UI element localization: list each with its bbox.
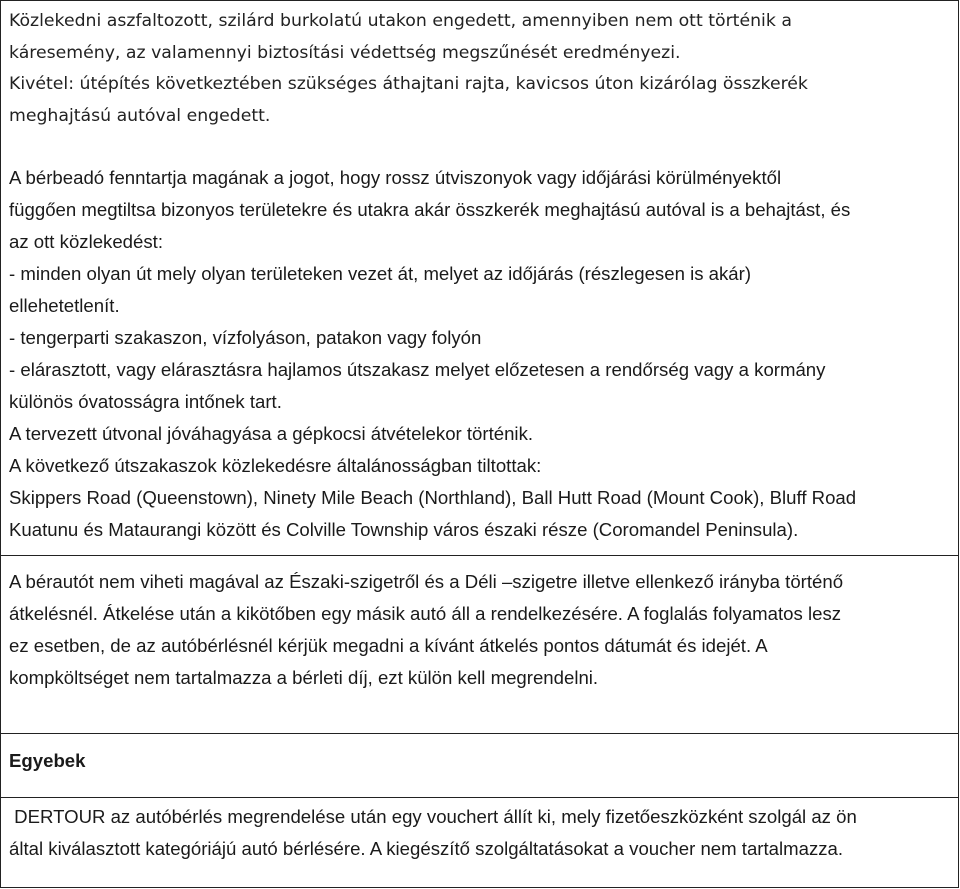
text-line: különös óvatosságra intőnek tart. [9,391,282,412]
text-line: Kivétel: útépítés következtében szükséges áthajtani rajta, kavicsos úton kizárólag összkerék [9,74,808,94]
text-line: - minden olyan út mely olyan területeken vezet át, melyet az időjárás (részlegesen is akár) [9,263,752,284]
text-line: függően megtiltsa bizonyos területekre és utakra akár összkerék meghajtású autóval is a behajtást, és [9,199,851,220]
text-line: Skippers Road (Queenstown), Ninety Mile Beach (Northland), Ball Hutt Road (Mount Cook), Bluff Road [9,487,857,508]
text-line: átkelésnél. Átkelése után a kikötőben egy másik autó áll a rendelkezésére. A foglalás folyamatos lesz [9,603,842,624]
text-line: Kuatunu és Mataurangi között és Colville Township város északi része (Coromandel Peninsula). [9,519,799,540]
paragraph-ferry-crossing [9,566,952,694]
section-heading: Egyebek [9,750,86,771]
text-line: DERTOUR az autóbérlés megrendelése után egy vouchert állít ki, mely fizetőeszközként szolgál az ön [9,806,857,827]
paragraph-restrictions [9,162,952,546]
text-line: ez esetben, de az autóbérlésnél kérjük megadni a kívánt átkelés pontos dátumát és idejét. A [9,635,768,656]
section-heading-other [9,745,952,777]
text-line: meghajtású autóval engedett. [9,105,271,126]
divider [0,797,959,798]
text-line: kompköltséget nem tartalmazza a bérleti díj, ezt külön kell megrendelni. [9,667,599,688]
paragraph-road-rules [9,6,952,132]
text-line: által kiválasztott kategóriájú autó bérlésére. A kiegészítő szolgáltatásokat a voucher nem tartalmazza. [9,838,844,859]
text-line: A tervezett útvonal jóváhagyása a gépkocsi átvételekor történik. [9,423,534,444]
text-line: ellehetetlenít. [9,295,120,316]
paragraph-voucher [9,801,952,865]
text-line: A bérautót nem viheti magával az Északi-szigetről és a Déli –szigetre illetve ellenkező irányba történő [9,571,844,592]
text-line: A bérbeadó fenntartja magának a jogot, hogy rossz útviszonyok vagy időjárási körülményektől [9,167,782,188]
text-line: - elárasztott, vagy elárasztásra hajlamos útszakasz melyet előzetesen a rendőrség vagy a kormány [9,359,826,380]
text-line: káresemény, az valamennyi biztosítási védettség megszűnését eredményezi. [9,42,681,63]
text-line: az ott közlekedést: [9,231,163,252]
text-line: A következő útszakaszok közlekedésre általánosságban tiltottak: [9,455,542,476]
divider [0,733,959,734]
text-line: Közlekedni aszfaltozott, szilárd burkolatú utakon engedett, amennyiben nem ott történik a [9,11,792,31]
divider [0,555,959,556]
text-line: - tengerparti szakaszon, vízfolyáson, patakon vagy folyón [9,327,482,348]
